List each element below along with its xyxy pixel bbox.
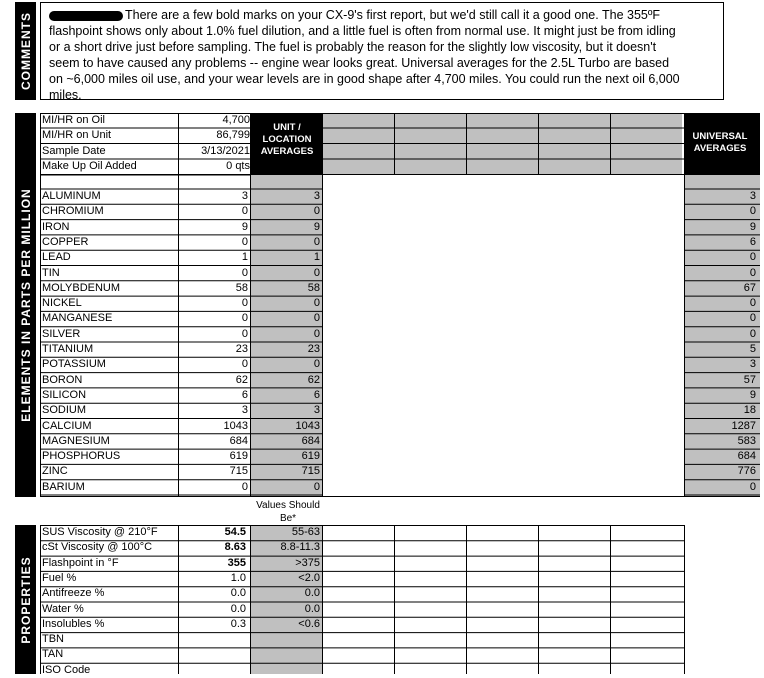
element-unit-avg: 0: [313, 266, 320, 279]
element-value: 3: [241, 404, 248, 417]
element-row: [0, 296, 764, 311]
property-value: 0.0: [230, 602, 246, 615]
property-row: [0, 647, 764, 662]
element-name: ALUMINUM: [42, 190, 101, 202]
element-row: [0, 266, 764, 281]
element-name: BORON: [42, 373, 83, 386]
element-value: 6: [241, 388, 248, 401]
element-value: 58: [235, 281, 248, 294]
property-name: TBN: [42, 633, 64, 646]
element-row: [0, 480, 764, 495]
element-value: 23: [235, 343, 248, 355]
header-row-label: MI/HR on Unit: [42, 129, 112, 141]
header-row: [40, 159, 252, 174]
element-universal-avg: 776: [737, 465, 756, 478]
element-unit-avg: 1: [313, 251, 320, 264]
element-value: 0: [241, 297, 248, 310]
element-unit-avg: 684: [301, 434, 320, 447]
property-name: TAN: [42, 648, 64, 661]
element-unit-avg: 0: [313, 297, 320, 310]
property-row: [0, 663, 764, 678]
element-universal-avg: 0: [749, 266, 756, 279]
element-universal-avg: 3: [749, 358, 756, 371]
element-row: [0, 220, 764, 235]
property-value: 1.0: [230, 571, 246, 584]
element-universal-avg: 9: [749, 388, 756, 401]
element-name: ZINC: [42, 465, 68, 478]
element-row: [0, 357, 764, 372]
property-value: 54.5: [224, 526, 246, 538]
element-universal-avg: 1287: [731, 419, 756, 432]
property-name: ISO Code: [42, 663, 91, 676]
element-universal-avg: 67: [743, 281, 756, 294]
element-unit-avg: 0: [313, 480, 320, 493]
element-name: SILICON: [42, 388, 87, 401]
element-name: LEAD: [42, 251, 71, 264]
property-name: SUS Viscosity @ 210°F: [42, 526, 158, 538]
element-value: 0: [241, 480, 248, 493]
element-universal-avg: 583: [737, 434, 756, 447]
property-should-be: 55-63: [291, 526, 320, 538]
element-value: 0: [241, 266, 248, 279]
element-value: 9: [241, 220, 248, 233]
element-value: 684: [229, 434, 248, 447]
property-should-be: <0.6: [298, 617, 320, 630]
element-universal-avg: 9: [749, 220, 756, 233]
element-universal-avg: 0: [749, 327, 756, 340]
comments-label: COMMENTS: [18, 12, 33, 90]
element-row: [0, 342, 764, 357]
element-row: [0, 464, 764, 479]
element-value: 62: [235, 373, 248, 386]
element-unit-avg: 0: [313, 312, 320, 325]
element-value: 0: [241, 235, 248, 248]
element-row: [0, 281, 764, 296]
element-unit-avg: 62: [307, 373, 320, 386]
header-row-label: MI/HR on Oil: [42, 114, 105, 126]
element-universal-avg: 6: [749, 235, 756, 248]
element-value: 0: [241, 327, 248, 340]
property-name: Water %: [42, 602, 84, 615]
unit-location-averages-header: UNIT / LOCATION AVERAGES: [260, 122, 314, 157]
element-universal-avg: 0: [749, 251, 756, 264]
property-row: [0, 556, 764, 571]
element-name: IRON: [42, 220, 70, 233]
element-universal-avg: 5: [749, 343, 756, 355]
element-name: POTASSIUM: [42, 358, 106, 371]
property-row: [0, 571, 764, 586]
comments-box: [40, 2, 724, 100]
universal-averages-header: UNIVERSAL AVERAGES: [692, 131, 748, 154]
element-name: MOLYBDENUM: [42, 281, 121, 294]
property-name: Flashpoint in °F: [42, 556, 119, 569]
element-name: MANGANESE: [42, 312, 113, 325]
property-name: Insolubles %: [42, 617, 105, 630]
element-name: MAGNESIUM: [42, 434, 110, 447]
element-name: BARIUM: [42, 480, 85, 493]
element-unit-avg: 715: [301, 465, 320, 478]
property-value: 0.3: [230, 617, 246, 630]
element-name: CHROMIUM: [42, 205, 104, 218]
element-universal-avg: 57: [743, 373, 756, 386]
element-value: 0: [241, 358, 248, 371]
element-name: TIN: [42, 266, 60, 279]
element-row: [0, 403, 764, 418]
element-row: [0, 311, 764, 326]
element-value: 3: [241, 190, 248, 202]
element-universal-avg: 3: [749, 190, 756, 202]
element-value: 1043: [223, 419, 248, 432]
element-unit-avg: 9: [313, 220, 320, 233]
element-unit-avg: 1043: [295, 419, 320, 432]
property-value: 355: [227, 556, 246, 569]
header-row-label: Sample Date: [42, 144, 106, 157]
element-unit-avg: 58: [307, 281, 320, 294]
element-name: TITANIUM: [42, 343, 94, 355]
element-name: PHOSPHORUS: [42, 450, 121, 463]
element-row: [0, 250, 764, 265]
element-value: 0: [241, 312, 248, 325]
element-name: SILVER: [42, 327, 81, 340]
property-name: cSt Viscosity @ 100°C: [42, 541, 153, 554]
universal-gap-fill: [684, 175, 760, 189]
property-row: [0, 617, 764, 632]
property-row: [0, 540, 764, 555]
header-row-label: Make Up Oil Added: [42, 160, 137, 172]
comments-text-block: [49, 7, 685, 103]
element-value: 1: [241, 251, 248, 264]
element-unit-avg: 619: [301, 450, 320, 463]
element-universal-avg: 0: [749, 297, 756, 310]
element-row: [0, 419, 764, 434]
comments-label-bar: [15, 2, 36, 100]
redacted-name: [49, 11, 123, 21]
element-name: CALCIUM: [42, 419, 92, 432]
values-should-be-header: Values Should Be*: [256, 500, 320, 524]
element-row: [0, 204, 764, 219]
unit-avg-gap-fill: [250, 175, 322, 189]
property-row: [0, 602, 764, 617]
element-row: [0, 235, 764, 250]
properties-label: PROPERTIES: [18, 555, 33, 644]
header-row-value: 0 qts: [226, 160, 250, 172]
element-row: [0, 449, 764, 464]
element-row: [0, 434, 764, 449]
header-row: [40, 144, 252, 159]
element-unit-avg: 3: [313, 404, 320, 417]
property-row: [0, 525, 764, 540]
property-should-be: 0.0: [304, 587, 320, 600]
element-unit-avg: 6: [313, 388, 320, 401]
property-name: Antifreeze %: [42, 587, 105, 600]
property-should-be: >375: [295, 556, 320, 569]
property-value: 8.63: [224, 541, 246, 554]
property-row: [0, 586, 764, 601]
element-row: [0, 388, 764, 403]
element-value: 715: [229, 465, 248, 478]
element-row: [0, 189, 764, 204]
element-value: 619: [229, 450, 248, 463]
element-universal-avg: 684: [737, 450, 756, 463]
element-universal-avg: 0: [749, 312, 756, 325]
header-row: [40, 113, 252, 128]
header-row-value: 3/13/2021: [201, 144, 250, 157]
element-unit-avg: 0: [313, 327, 320, 340]
comments-text: There are a few bold marks on your CX-9's first report, but we'd still call it a good one. The 355ºF flashpoint shows only about 1.0% fuel dilution, and a little fuel is often from normal use. It might just be from idling or a short drive just before sampling. The fuel is probably the reason for the slightly low viscosity, but it doesn't seem to have caused any problems -- engine wear looks great. Universal averages for the 2.5L Turbo are based on ~6,000 miles oil use, and your wear levels are in good shape after 4,700 miles. You could run the next oil 6,000 miles.: [49, 8, 680, 102]
element-unit-avg: 0: [313, 358, 320, 371]
element-universal-avg: 0: [749, 205, 756, 218]
element-universal-avg: 0: [749, 480, 756, 493]
element-row: [0, 327, 764, 342]
element-value: 0: [241, 205, 248, 218]
elements-label: ELEMENTS IN PARTS PER MILLION: [18, 188, 33, 422]
element-unit-avg: 3: [313, 190, 320, 202]
header-row: [40, 128, 252, 143]
property-should-be: 0.0: [304, 602, 320, 615]
property-value: 0.0: [230, 587, 246, 600]
element-name: SODIUM: [42, 404, 86, 417]
property-row: [0, 632, 764, 647]
property-should-be: <2.0: [298, 571, 320, 584]
header-row-value: 86,799: [216, 129, 250, 141]
element-unit-avg: 23: [307, 343, 320, 355]
element-unit-avg: 0: [313, 235, 320, 248]
element-unit-avg: 0: [313, 205, 320, 218]
element-universal-avg: 18: [743, 404, 756, 417]
header-row-value: 4,700: [222, 114, 250, 126]
element-name: COPPER: [42, 235, 89, 248]
property-name: Fuel %: [42, 571, 77, 584]
element-name: NICKEL: [42, 297, 82, 310]
element-row: [0, 373, 764, 388]
property-should-be: 8.8-11.3: [280, 541, 320, 554]
